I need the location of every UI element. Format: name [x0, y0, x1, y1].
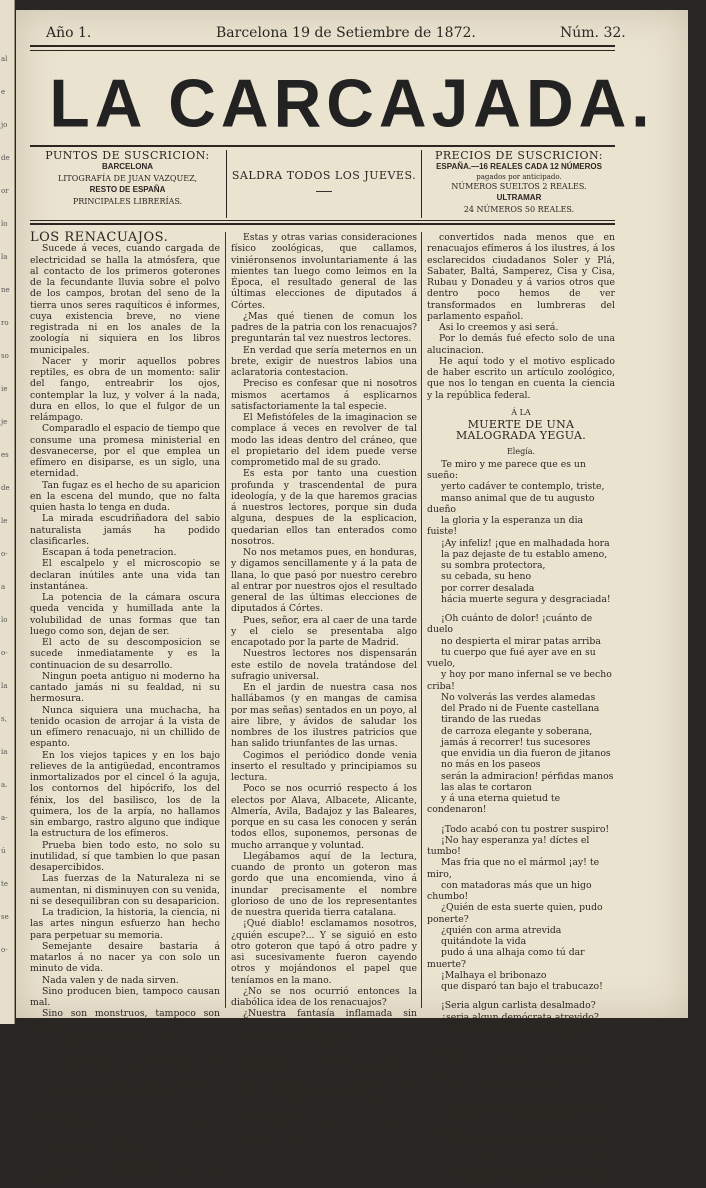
paragraph: Nada valen y de nada sirven.: [30, 975, 220, 986]
verse-line: ¡Todo acabó con tu postrer suspiro!: [427, 824, 615, 835]
verse-line: ¡Oh cuánto de dolor! ¡cuánto de duelo: [427, 613, 615, 636]
edge-fragment: so: [1, 352, 13, 361]
verse-line: las alas te cortaron: [427, 782, 615, 793]
edge-fragment: o-: [1, 946, 13, 955]
edge-fragment: ie: [1, 385, 13, 394]
verse-line: quitándote la vida: [427, 936, 615, 947]
edge-fragment: ro: [1, 319, 13, 328]
paragraph: En verdad que sería meternos en un brete, exigir de nuestros labios una aclaratoria contestacion.: [231, 345, 417, 379]
poem-subtitle: Elegía.: [427, 446, 615, 457]
stanza-gap: [427, 605, 615, 613]
verse-line: ¡Oh cuán prudente y generosa has sido: [427, 1057, 615, 1080]
verse-line: ¿seria algun demócrata atrevido?: [427, 1012, 615, 1023]
edge-fragment: s,: [1, 715, 13, 724]
paragraph: He aquí todo y el motivo esplicado de haber escrito un artículo zoológico, que nos lo tengan en cuenta la ciencia y la república federal.: [427, 356, 615, 401]
paragraph: ¿Quién detiene á la imaginacion en su atrevido vuelo?: [231, 1098, 417, 1121]
subscription-points-title: PUNTOS DE SUSCRICION:: [30, 150, 225, 161]
paragraph: Las fuerzas de la Naturaleza ni se aumentan, ni disminuyen con su venida, ni se desequilibran con su desaparicion.: [30, 873, 220, 907]
paragraph: Ni siquiera causan asco.: [30, 1143, 220, 1154]
paragraph: Sino son monstruos, tampoco son palomas.: [30, 1008, 220, 1031]
verse-line: por correr desalada: [427, 583, 615, 594]
verse-line: ¿quién con arma atrevida: [427, 925, 615, 936]
paragraph: El acto de su descomposicion se sucede inmediatamente y es la continuacion de su desarrollo.: [30, 637, 220, 671]
paragraph: Producen risa únicamente y aun esta es tan corta y tan efímera como ellos mismos.: [30, 1155, 220, 1188]
verse-line: ¡Cuán en vano intentaron tu firmeza: [427, 1102, 615, 1113]
masthead: LA CARCAJADA.: [16, 67, 688, 138]
subscription-points: [30, 150, 225, 218]
verse-line: Te miro y me parece que es un sueño:: [427, 459, 615, 482]
paragraph: No pudimos menos de soltar la carcajada viendo: [231, 1121, 417, 1144]
prices: [423, 150, 615, 218]
verse-line: y hoy por mano infernal se ve becho criba!: [427, 669, 615, 692]
box-divider: [226, 150, 227, 218]
edge-fragment: al: [1, 55, 13, 64]
paragraph: En la Naturaleza, en la que todo es útil, son ellos lo ilusorio.: [30, 1121, 220, 1144]
column-article: [30, 232, 220, 1188]
verse-line: Mas fria que no el mármol ¡ay! te miro,: [427, 857, 615, 880]
edge-fragment: a.: [1, 781, 13, 790]
edge-fragment: se: [1, 913, 13, 922]
paragraph: El Mefistófeles de la imaginacion se complace á veces en revolver de tal modo las ideas dentro del cráneo, que el propietario del idem puede verse comprometido mal de su grado.: [231, 412, 417, 468]
verse-line: ¡No hay esperanza ya! díctes el tumbo!: [427, 835, 615, 858]
paragraph: En el jardin de nuestra casa nos hallábamos (y en mangas de camisa por mas señas) sentados en un poyo, al aire libre, y ávidos de saludar los nombres de los ilustres patricios que han salido triunfantes de las urnas.: [231, 682, 417, 750]
edge-fragment: a-: [1, 814, 13, 823]
verse-line: ¿sería un calamar que despechado: [427, 1023, 615, 1034]
paragraph: Sucede á veces, cuando cargada de electricidad se halla la atmósfera, que al contacto de los primeros goterones de la fecundante lluvia sobre el polvo de los campos, brotan del seno de la tierra unos seres raquíticos é informes, cuya existencia breve, no viene registrada ni en los anales de la zoología ni siquiera en los libros municipales.: [30, 243, 220, 356]
verse-line: No volverás las verdes alamedas: [427, 692, 615, 703]
column-rule: [421, 232, 422, 1008]
verse-line: con matadoras más que un higo chumbo!: [427, 880, 615, 903]
edge-fragment: de: [1, 154, 13, 163]
edge-fragment: la: [1, 682, 13, 691]
edge-fragment: lo: [1, 220, 13, 229]
edge-fragment: o-: [1, 649, 13, 658]
paragraph: No es posible atinar la razon de su existencia.: [30, 1098, 220, 1121]
paragraph: Tan fugaz es el hecho de su aparicion en la escena del mundo, que no falta quien hasta lo tenga en duda.: [30, 480, 220, 514]
poem-pre: Á LA: [427, 407, 615, 418]
paragraph: Nunca siquiera una muchacha, ha tenido ocasion de arrojar á la vista de un efímero renacuajo, ni un chillido de espanto.: [30, 705, 220, 750]
paragraph: Por lo demás fué efecto solo de una alucinacion.: [427, 333, 615, 356]
paragraph: Comparadlo el espacio de tiempo que consume una promesa ministerial en desvanecerse, por el que emplea un efímero en disiparse, es un siglo, una eternidad.: [30, 423, 220, 479]
column-rule: [225, 232, 226, 1008]
verse-line: por no montarte ya, te hubiera herido?: [427, 1034, 615, 1057]
verse-line: ¡Ay infeliz! ¡que en malhadada hora: [427, 538, 615, 549]
edge-fragment: ne: [1, 286, 13, 295]
issue-year: Año 1.: [46, 25, 91, 41]
sp-line: LITOGRAFÍA DE JUAN VAZQUEZ,: [30, 173, 225, 184]
paragraph: Prueba bien todo esto, no solo su inutilidad, sí que tambien lo que pasan desapercibidos.: [30, 840, 220, 874]
prices-title: PRECIOS DE SUSCRICION:: [423, 150, 615, 161]
paragraph: La tradicion, la historia, la ciencia, ni las artes ningun esfuerzo han hecho para perpetuar su memoria.: [30, 907, 220, 941]
box-divider: [421, 150, 422, 218]
price-line: pagados por anticipado.: [423, 173, 615, 181]
paragraph: convertidos nada menos que en renacuajos efímeros á los ilustres, á los esclarecidos ciudadanos Soler y Plá, Sabater, Baltá, Samperez, Cisa y Cisa, Rubau y Donadeu y á varios otros que dentro poco hemos de ver transformados en lumbreras del parlamento español.: [427, 232, 615, 322]
edge-fragment: es: [1, 451, 13, 460]
verse-line: ¿quién llevará los niños ya á paseo?: [427, 1177, 615, 1188]
verse-line: y á una eterna quietud te condenaron!: [427, 793, 615, 816]
paragraph: Asi lo creemos y asi será.: [427, 322, 615, 333]
verse-line: Muerta mas ¡ay! la flor de la dehesa,: [427, 1166, 615, 1177]
boxes-rule: [30, 220, 615, 221]
paragraph: Son simplemente renacuajos.: [30, 1031, 220, 1042]
newspaper-page: [16, 10, 688, 1018]
paragraph: Escapan á toda penetracion.: [30, 547, 220, 558]
paragraph: Preciso es confesar que ni nosotros mismos acertamos á esplicarnos satisfactoriamente la tal especie.: [231, 378, 417, 412]
paragraph: Estas y otras varias consideraciones físico zoológicas, que callamos, viniéronsenos involuntariamente á las mientes tan luego como leimos en la Época, el resultado general de las últimas elecciones de diputados á Córtes.: [231, 232, 417, 311]
stanza-gap: [427, 992, 615, 1000]
paragraph: ¿Mas qué tienen de comun los padres de la patria con los renacuajos? preguntarán tal vez nuestros lectores.: [231, 311, 417, 345]
verse-line: serán la admiracion! pérfidas manos: [427, 771, 615, 782]
paragraph: En los viejos tapices y en los bajo relieves de la antigüedad, encontramos inmortalizados por el cincel ó la aguja, los contornos del hipócrifo, los del fénix, los del basilisco, los de la quimera, los de la arpía, no hallamos sin embargo, rastro alguno que indique la estructura de los efímeros.: [30, 750, 220, 840]
place-date: Barcelona 19 de Setiembre de 1872.: [216, 25, 476, 41]
verse-line: que disparó tan bajo el trabucazo!: [427, 981, 615, 992]
edge-fragment: de: [1, 484, 13, 493]
header-rule-thin: [30, 50, 615, 51]
verse-line: del Prado ni de Fuente castellana: [427, 703, 615, 714]
edge-fragment: ia: [1, 748, 13, 757]
paragraph: Llegábamos aquí de la lectura, cuando de pronto un goteron mas gordo que una encomienda, vino á inundar precisamente el nombre glorioso de uno de los representantes de nuestra querida tierra catalana.: [231, 851, 417, 919]
verse-line: manso animal que de tu augusto dueño: [427, 493, 615, 516]
edge-fragment: le: [1, 517, 13, 526]
paragraph: Poco se nos ocurrió respecto á los electos por Alava, Albacete, Alicante, Almería, Avila, Badajoz y las Baleares, porque en su casa les conocen y serán todos ellos, suponemos, personas de mucho arranque y voluntad.: [231, 783, 417, 851]
paragraph: Es decir, son, un capricho animado de la Naturaleza; un espúlo vital del globo; una combinacion de agua y polvo que por un segundo toma á préstamo las fuerzas latentes de la vida.: [30, 1042, 220, 1098]
edge-fragment: je: [1, 418, 13, 427]
poem-title: MUERTE DE UNA MALOGRADA YEGUA.: [427, 419, 615, 442]
edge-fragment: jo: [1, 121, 13, 130]
paragraph: Nuestros lectores nos dispensarán este estilo de novela tratándose del sufragio universal.: [231, 648, 417, 682]
poem: [427, 459, 615, 1188]
verse-line: ¡Seria algun carlista desalmado?: [427, 1000, 615, 1011]
paragraph: Pues, señor, era al caer de una tarde y el cielo se presentaba algo encapotado por la parte de Madrid.: [231, 615, 417, 649]
edge-fragment: o-: [1, 550, 13, 559]
paragraph: ¿No se nos antojó que estábamos precisamente asistiendo al curioso espectáculo de la transformacion animal mediante el concubinato del agua con el polvo de la tierra?: [231, 1042, 417, 1098]
issue-number: Núm. 32.: [560, 25, 626, 41]
paragraph: No nos metamos pues, en honduras, y digamos sencillamente y á la pata de llana, lo que pasó por nuestro cerebro al entrar por nuestros ojos el resultado general de las últimas elecciones de diputados á Córtes.: [231, 547, 417, 615]
price-line: ESPAÑA.—16 REALES CADA 12 NÚMEROS: [436, 162, 602, 171]
verse-line: su cebada, su heno: [427, 571, 615, 582]
edge-fragment: or: [1, 187, 13, 196]
sp-line: PRINCIPALES LIBRERÍAS.: [30, 196, 225, 207]
verse-line: ¡yegua infeliz! yo admiro tu grandeza!: [427, 1079, 615, 1102]
paragraph: ¡Qué diablo! esclamamos nosotros, ¿quién escupe?... Y se siguió en esto otro goteron que tapó á otro padre y asi sucesivamente fueron cayendo otros y mojándonos el papel que teníamos en la mano.: [231, 918, 417, 986]
column-article-continued: [231, 232, 417, 1143]
price-line: NÚMEROS SUELTOS 2 REALES.: [423, 181, 615, 192]
paragraph: Cogimos el periódico donde venia inserto el resultado y principiamos su lectura.: [231, 750, 417, 784]
boxes-rule-thick: [30, 223, 615, 225]
verse-line: pudo á una alhaja como tú dar muerte?: [427, 947, 615, 970]
edge-fragment: lo: [1, 616, 13, 625]
sp-line: BARCELONA: [102, 162, 153, 171]
verse-line: jamás á recorrer! tus sucesores: [427, 737, 615, 748]
verse-line: hácia muerte segura y desgraciada!: [427, 594, 615, 605]
stanza-gap: [427, 816, 615, 824]
masthead-rule: [30, 145, 615, 147]
adjacent-page-edge: [0, 0, 15, 1024]
paragraph: Nacer y morir aquellos pobres reptiles, es obra de un momento: salir del fango, entreabrir los ojos, contemplar la luz, y volver á la nada, dura en ellos, lo que el fulgor de un relámpago.: [30, 356, 220, 424]
verse-line: la paz dejaste de tu establo ameno,: [427, 549, 615, 560]
edge-fragment: ú: [1, 847, 13, 856]
verse-line: no más en los paseos: [427, 759, 615, 770]
verse-line: que envidia un dia fueron de jitanos: [427, 748, 615, 759]
edge-fragment: te: [1, 880, 13, 889]
schedule-dash: [316, 191, 332, 192]
verse-line: ¡Malhaya el bribonazo: [427, 970, 615, 981]
verse-line: su sombra protectora,: [427, 560, 615, 571]
paragraph: La mirada escudriñadora del sabio naturalista jamás ha podido clasificarles.: [30, 513, 220, 547]
edge-fragment: a: [1, 583, 13, 592]
article-title: LOS RENACUAJOS.: [30, 232, 220, 243]
paragraph: Ningun poeta antiguo ni moderno ha cantado jamás ni su fealdad, ni su hermosura.: [30, 671, 220, 705]
paragraph: ¿Nuestra fantasía inflamada sin duda por el mismo Luzifer, no vió en cada nombre un efímero?: [231, 1008, 417, 1042]
verse-line: tirando de las ruedas: [427, 714, 615, 725]
verse-line: con valor sin igual; tu lengua muda: [427, 1135, 615, 1146]
header-rule: [30, 45, 615, 47]
verse-line: la gloria y la esperanza un dia fuiste!: [427, 515, 615, 538]
edge-fragment: e: [1, 88, 13, 97]
schedule-box: [228, 170, 420, 238]
edge-fragment: la: [1, 253, 13, 262]
stanza-gap: [427, 1158, 615, 1166]
paragraph: Es esta por tanto una cuestion profunda y trascendental de pura ideología, y de la que haremos gracias á nuestros lectores, porque sin duda alguna, despues de la esplicacion, quedarian ellos tan enterados como nosotros.: [231, 468, 417, 547]
verse-line: ¿Quién de esta suerte quien, pudo ponerte?: [427, 902, 615, 925]
verse-line: de carroza elegante y soberana,: [427, 726, 615, 737]
column-elegy: [427, 232, 615, 1188]
schedule: SALDRA TODOS LOS JUEVES.: [228, 170, 420, 181]
verse-line: yerto cadáver te contemplo, triste,: [427, 481, 615, 492]
sp-line: RESTO DE ESPAÑA: [90, 185, 166, 194]
price-line: 24 NÚMEROS 50 REALES.: [423, 204, 615, 215]
verse-line: no despierta el mirar patas arriba: [427, 636, 615, 647]
paragraph: Sino producen bien, tampoco causan mal.: [30, 986, 220, 1009]
paragraph: ¿No se nos ocurrió entonces la diabólica idea de los renacuajos?: [231, 986, 417, 1009]
verse-line: no ha podido sacarnos de una duda.: [427, 1147, 615, 1158]
paragraph: Semejante desaire bastaria á matarlos á no nacer ya con solo un minuto de vida.: [30, 941, 220, 975]
paragraph: El escalpelo y el microscopio se declaran inútiles ante una vida tan instantánea.: [30, 558, 220, 592]
verse-line: tu cuerpo que fué ayer ave en su vuelo,: [427, 647, 615, 670]
price-line: ULTRAMAR: [497, 193, 542, 202]
paragraph: La potencia de la cámara oscura queda vencida y humillada ante la volubilidad de unas formas que tan luego como son, dejan de ser.: [30, 592, 220, 637]
verse-line: los jueces quebrantar! te has resistido: [427, 1113, 615, 1136]
